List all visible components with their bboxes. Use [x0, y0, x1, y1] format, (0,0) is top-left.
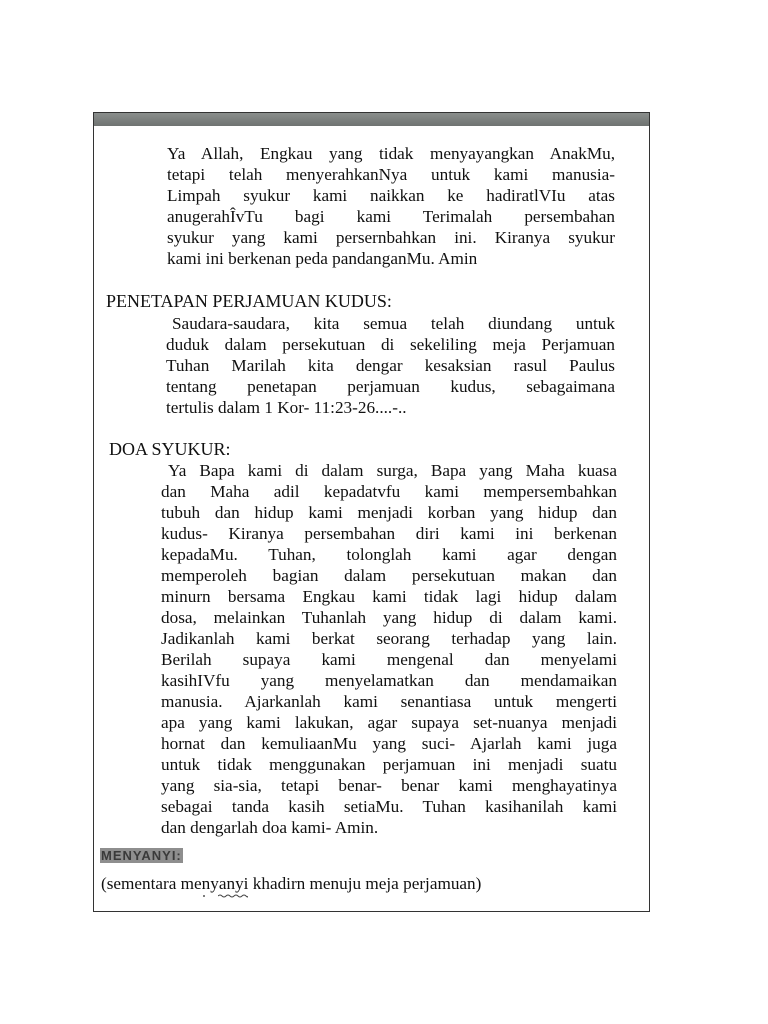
doa-syukur-line: Jadikanlah kami berkat seorang terhadap yang lain.	[161, 629, 617, 648]
spellcheck-underline-icon	[218, 894, 248, 898]
doa-syukur-line: sebagai tanda kasih setiaMu. Tuhan kasihanilah kami	[161, 797, 617, 816]
doa-syukur-line: minurn bersama Engkau kami tidak lagi hidup dalam	[161, 587, 617, 606]
prayer-opening-line: Limpah syukur kami naikkan ke hadiratlVIu atas	[167, 186, 615, 205]
penetapan-line: Tuhan Marilah kita dengar kesaksian rasul Paulus	[166, 356, 615, 375]
prayer-opening-line: syukur yang kami persernbahkan ini. Kiranya syukur	[167, 228, 615, 247]
doa-syukur-line: kepadaMu. Tuhan, tolonglah kami agar dengan	[161, 545, 617, 564]
prayer-opening-line: anugerahÎvTu bagi kami Terimalah persembahan	[167, 207, 615, 226]
doa-syukur-line: kudus- Kiranya persembahan diri kami ini berkenan	[161, 524, 617, 543]
prayer-opening-line: tetapi telah menyerahkanNya untuk kami manusia-	[167, 165, 615, 184]
stray-mark	[203, 895, 205, 897]
penetapan-heading: PENETAPAN PERJAMUAN KUDUS:	[106, 291, 392, 311]
header-bar	[94, 113, 649, 126]
doa-syukur-line: untuk tidak menggunakan perjamuan ini menjadi suatu	[161, 755, 617, 774]
penetapan-text	[166, 313, 615, 418]
penetapan-line: Saudara-saudara, kita semua telah diundang untuk	[172, 314, 615, 333]
doa-syukur-line: memperoleh bagian dalam persekutuan makan dan	[161, 566, 617, 585]
doa-syukur-line: dosa, melainkan Tuhanlah yang hidup di dalam kami.	[161, 608, 617, 627]
doa-syukur-text	[161, 460, 617, 838]
doa-syukur-line: apa yang kami lakukan, agar supaya set-nuanya menjadi	[161, 713, 617, 732]
doa-syukur-heading: DOA SYUKUR:	[109, 439, 231, 459]
prayer-opening-line: kami ini berkenan peda pandanganMu. Amin	[167, 249, 478, 268]
penetapan-line: tentang penetapan perjamuan kudus, sebagaimana	[166, 377, 615, 396]
penetapan-line: duduk dalam persekutuan di sekeliling meja Perjamuan	[166, 335, 615, 354]
doa-syukur-line: kasihIVfu yang menyelamatkan dan mendamaikan	[161, 671, 617, 690]
doa-syukur-line: Ya Bapa kami di dalam surga, Bapa yang Maha kuasa	[168, 461, 617, 480]
doa-syukur-line: tubuh dan hidup kami menjadi korban yang hidup dan	[161, 503, 617, 522]
prayer-opening-line: Ya Allah, Engkau yang tidak menyayangkan AnakMu,	[167, 144, 615, 163]
prayer-opening	[167, 143, 615, 269]
doa-syukur-line: Berilah supaya kami mengenal dan menyelami	[161, 650, 617, 669]
penetapan-line: tertulis dalam 1 Kor- 11:23-26....-..	[166, 398, 407, 417]
doa-syukur-line: hornat dan kemuliaanMu yang suci- Ajarlah kami juga	[161, 734, 617, 753]
doa-syukur-line: yang sia-sia, tetapi benar- benar kami menghayatinya	[161, 776, 617, 795]
doa-syukur-line: dan Maha adil kepadatvfu kami mempersembahkan	[161, 482, 617, 501]
singing-note: (sementara menyanyi khadirn menuju meja perjamuan)	[101, 874, 482, 893]
doa-syukur-line: dan dengarlah doa kami- Amin.	[161, 818, 379, 837]
menyanyi-label: MENYANYI:	[101, 848, 182, 863]
doa-syukur-line: manusia. Ajarkanlah kami senantiasa untuk mengerti	[161, 692, 617, 711]
